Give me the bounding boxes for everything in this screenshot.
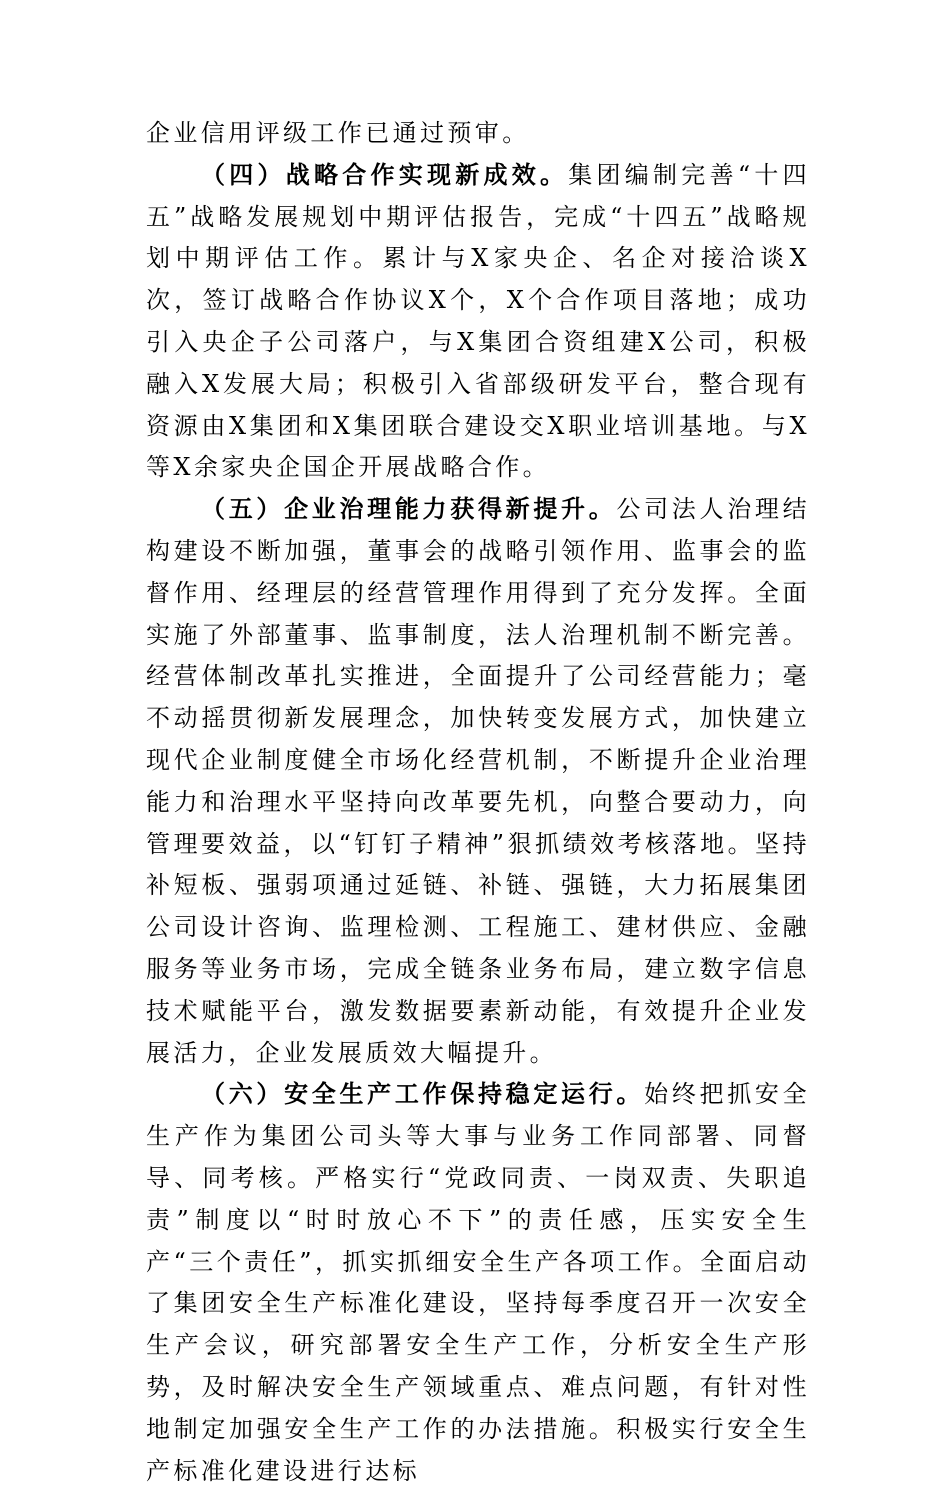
paragraph-text: 始终把抓安全生产作为集团公司头等大事与业务工作同部署、同督导、同考核。严格实行“党政同责、一岗双责、失职追责”制度以“时时放心不下”的责任感，压实安全生产“三个责任”，抓实抓细安全生产各项工作。全面启动了集团安全生产标准化建设，坚持每季度召开一次安全生产会议，研究部署安全生产工作，分析安全生产形势，及时解决安全生产领域重点、难点问题，有针对性地制定加强安全生产工作的办法措施。积极实行安全生产标准化建设进行达标	[146, 1080, 810, 1485]
paragraph-continuation	[146, 113, 810, 155]
paragraph-heading: （六）安全生产工作保持稳定运行。	[201, 1080, 645, 1109]
paragraph-text: 公司法人治理结构建设不断加强，董事会的战略引领作用、监事会的监督作用、经理层的经营管理作用得到了充分发挥。全面实施了外部董事、监事制度，法人治理机制不断完善。经营体制改革扎实推进，全面提升了公司经营能力；毫不动摇贯彻新发展理念，加快转变发展方式，加快建立现代企业制度健全市场化经营机制，不断提升企业治理能力和治理水平坚持向改革要先机，向整合要动力，向管理要效益，以“钉钉子精神”狠抓绩效考核落地。坚持补短板、强弱项通过延链、补链、强链，大力拓展集团公司设计咨询、监理检测、工程施工、建材供应、金融服务等业务市场，完成全链条业务布局，建立数字信息技术赋能平台，激发数据要素新动能，有效提升企业发展活力，企业发展质效大幅提升。	[146, 495, 810, 1067]
paragraph-governance	[146, 489, 810, 1074]
paragraph-heading: （四）战略合作实现新成效。	[201, 160, 569, 189]
paragraph-safety-production	[146, 1074, 810, 1492]
document-body	[146, 113, 810, 1492]
paragraph-text: 集团编制完善“十四五”战略发展规划中期评估报告，完成“十四五”战略规划中期评估工作。累计与X家央企、名企对接洽谈X次，签订战略合作协议X个，X个合作项目落地；成功引入央企子公司落户，与X集团合资组建X公司，积极融入X发展大局；积极引入省部级研发平台，整合现有资源由X集团和X集团联合建设交X职业培训基地。与X等X余家央企国企开展战略合作。	[146, 160, 810, 482]
paragraph-heading: （五）企业治理能力获得新提升。	[201, 495, 617, 524]
paragraph-text: 企业信用评级工作已通过预审。	[146, 119, 530, 147]
paragraph-strategic-cooperation	[146, 155, 810, 489]
